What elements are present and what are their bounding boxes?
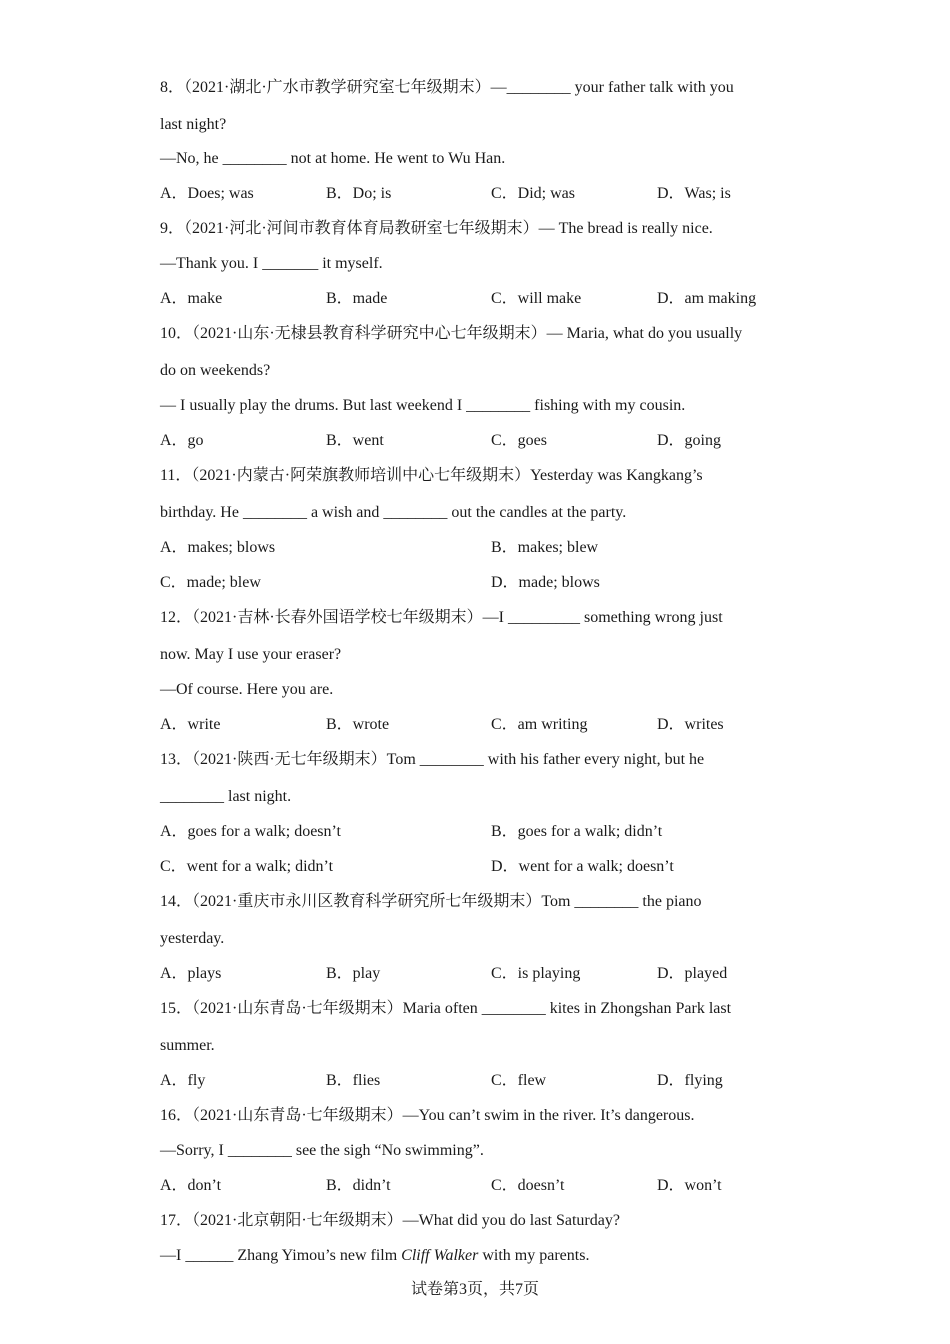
q13-option-d[interactable]: D．went for a walk; doesn’t	[491, 858, 674, 875]
q10-stem-line-3: — I usually play the drums. But last weekend I ________ fishing with my cousin.	[160, 397, 686, 414]
q8-option-c[interactable]: C．Did; was	[491, 185, 576, 202]
q15-stem-line-2: summer.	[160, 1037, 215, 1054]
q16-option-d[interactable]: D．won’t	[657, 1177, 722, 1194]
q10-option-c[interactable]: C．goes	[491, 432, 548, 449]
q15-option-c[interactable]: C．flew	[491, 1072, 547, 1089]
q16-option-c[interactable]: C．doesn’t	[491, 1177, 565, 1194]
q14-option-a[interactable]: A．plays	[160, 965, 222, 982]
q12-option-a[interactable]: A．write	[160, 716, 221, 733]
q14-option-d[interactable]: D．played	[657, 965, 728, 982]
q17-film-title: Cliff Walker	[401, 1247, 479, 1264]
q17-stem-line-1: 17．（2021·北京朝阳·七年级期末）—What did you do last Saturday?	[160, 1212, 620, 1229]
q15-option-d[interactable]: D．flying	[657, 1072, 723, 1089]
q10-option-b[interactable]: B．went	[326, 432, 384, 449]
q12-stem-line-1: 12．（2021·吉林·长春外国语学校七年级期末）—I _________ something wrong just	[160, 609, 723, 626]
q16-option-a[interactable]: A．don’t	[160, 1177, 222, 1194]
q17-stem-line-2	[160, 1246, 800, 1266]
q13-option-c[interactable]: C．went for a walk; didn’t	[160, 858, 334, 875]
q10-stem-line-2: do on weekends?	[160, 362, 271, 379]
q11-stem-line-1: 11．（2021·内蒙古·阿荣旗教师培训中心七年级期末）Yesterday was Kangkang’s	[160, 467, 703, 484]
q9-stem-line-2: —Thank you. I _______ it myself.	[160, 255, 383, 272]
page-footer: 试卷第3页，共7页	[410, 1281, 539, 1298]
q15-option-b[interactable]: B．flies	[326, 1072, 381, 1089]
q14-option-c[interactable]: C．is playing	[491, 965, 581, 982]
q8-option-d[interactable]: D．Was; is	[657, 185, 731, 202]
q13-option-a[interactable]: A．goes for a walk; doesn’t	[160, 823, 342, 840]
q9-stem-line-1: 9．（2021·河北·河间市教育体育局教研室七年级期末）— The bread is really nice.	[160, 220, 713, 237]
q14-option-b[interactable]: B．play	[326, 965, 381, 982]
q11-option-d[interactable]: D．made; blows	[491, 574, 600, 591]
q16-stem-line-1: 16．（2021·山东青岛·七年级期末）—You can’t swim in the river. It’s dangerous.	[160, 1107, 695, 1124]
q13-option-b[interactable]: B．goes for a walk; didn’t	[491, 823, 663, 840]
q11-option-c[interactable]: C．made; blew	[160, 574, 261, 591]
q14-stem-line-2: yesterday.	[160, 930, 225, 947]
q8-stem-line-1: 8．（2021·湖北·广水市教学研究室七年级期末）—________ your father talk with you	[160, 79, 734, 96]
q11-option-b[interactable]: B．makes; blew	[491, 539, 599, 556]
q10-option-d[interactable]: D．going	[657, 432, 722, 449]
q12-option-b[interactable]: B．wrote	[326, 716, 390, 733]
q9-option-a[interactable]: A．make	[160, 290, 223, 307]
q11-option-a[interactable]: A．makes; blows	[160, 539, 276, 556]
q10-option-a[interactable]: A．go	[160, 432, 204, 449]
q16-option-b[interactable]: B．didn’t	[326, 1177, 391, 1194]
q9-option-c[interactable]: C．will make	[491, 290, 582, 307]
q13-stem-line-1: 13．（2021·陕西·无七年级期末）Tom ________ with his father every night, but he	[160, 751, 705, 768]
q15-stem-line-1: 15．（2021·山东青岛·七年级期末）Maria often ________ kites in Zhongshan Park last	[160, 1000, 732, 1017]
q8-stem-line-3: —No, he ________ not at home. He went to Wu Han.	[160, 150, 506, 167]
q13-stem-line-2: ________ last night.	[160, 788, 292, 805]
q8-option-b[interactable]: B．Do; is	[326, 185, 392, 202]
q8-stem-line-2: last night?	[160, 116, 227, 133]
q9-option-d[interactable]: D．am making	[657, 290, 757, 307]
q17-stem-after: with my parents.	[478, 1247, 590, 1264]
q8-option-a[interactable]: A．Does; was	[160, 185, 254, 202]
q10-stem-line-1: 10．（2021·山东·无棣县教育科学研究中心七年级期末）— Maria, what do you usually	[160, 325, 743, 342]
q12-option-d[interactable]: D．writes	[657, 716, 724, 733]
q12-stem-line-3: —Of course. Here you are.	[160, 681, 334, 698]
q9-option-b[interactable]: B．made	[326, 290, 388, 307]
q16-stem-line-2: —Sorry, I ________ see the sigh “No swimming”.	[160, 1142, 484, 1159]
q15-option-a[interactable]: A．fly	[160, 1072, 206, 1089]
q14-stem-line-1: 14．（2021·重庆市永川区教育科学研究所七年级期末）Tom ________ the piano	[160, 893, 702, 910]
q11-stem-line-2: birthday. He ________ a wish and ________ out the candles at the party.	[160, 504, 627, 521]
q17-stem-before: —I ______ Zhang Yimou’s new film	[160, 1247, 402, 1264]
q12-option-c[interactable]: C．am writing	[491, 716, 588, 733]
q12-stem-line-2: now. May I use your eraser?	[160, 646, 342, 663]
